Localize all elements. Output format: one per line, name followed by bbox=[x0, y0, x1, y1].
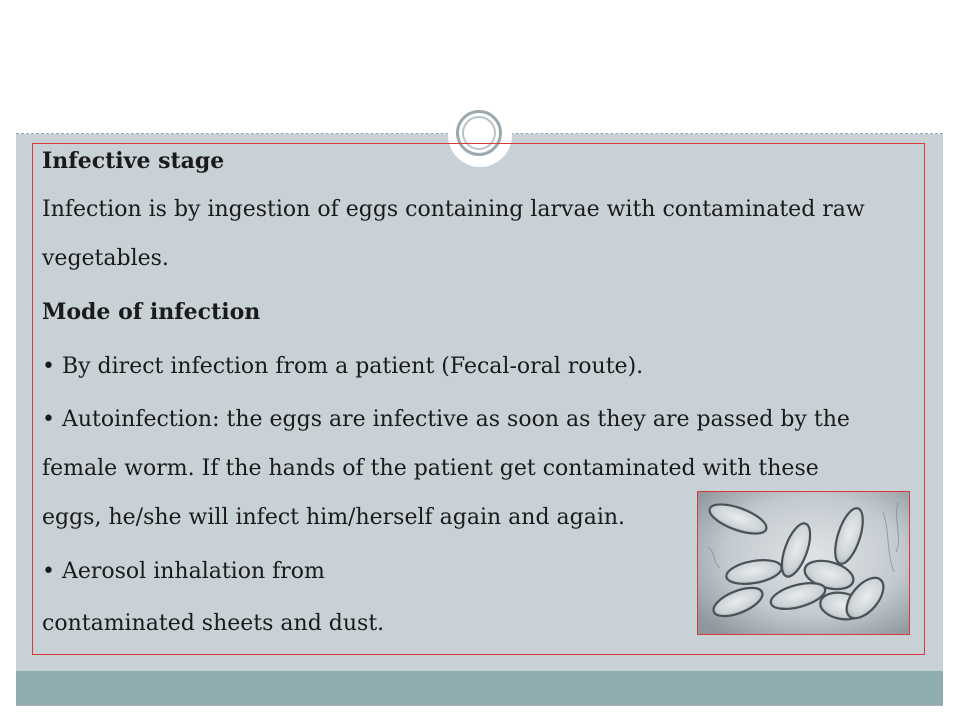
bullet-autoinfection-line2: female worm. If the hands of the patient get contaminated with these bbox=[42, 456, 819, 481]
bullet-autoinfection-line3: eggs, he/she will infect him/herself again and again. bbox=[42, 505, 626, 530]
bullet-autoinfection-line1: • Autoinfection: the eggs are infective as soon as they are passed by the bbox=[42, 407, 850, 432]
bullet-aerosol-line1: • Aerosol inhalation from bbox=[42, 559, 325, 584]
footer-bar bbox=[16, 671, 943, 705]
bullet-aerosol-line2: contaminated sheets and dust. bbox=[42, 611, 385, 636]
infection-text-line2: vegetables. bbox=[42, 246, 169, 271]
bullet-direct-infection: • By direct infection from a patient (Fecal-oral route). bbox=[42, 354, 644, 379]
microscope-eggs-photo-icon bbox=[698, 492, 909, 634]
eggs-microscope-image bbox=[697, 491, 910, 635]
heading-mode-of-infection: Mode of infection bbox=[42, 299, 261, 325]
heading-infective-stage: Infective stage bbox=[42, 148, 225, 174]
infection-text-line1: Infection is by ingestion of eggs containing larvae with contaminated raw bbox=[42, 197, 865, 222]
